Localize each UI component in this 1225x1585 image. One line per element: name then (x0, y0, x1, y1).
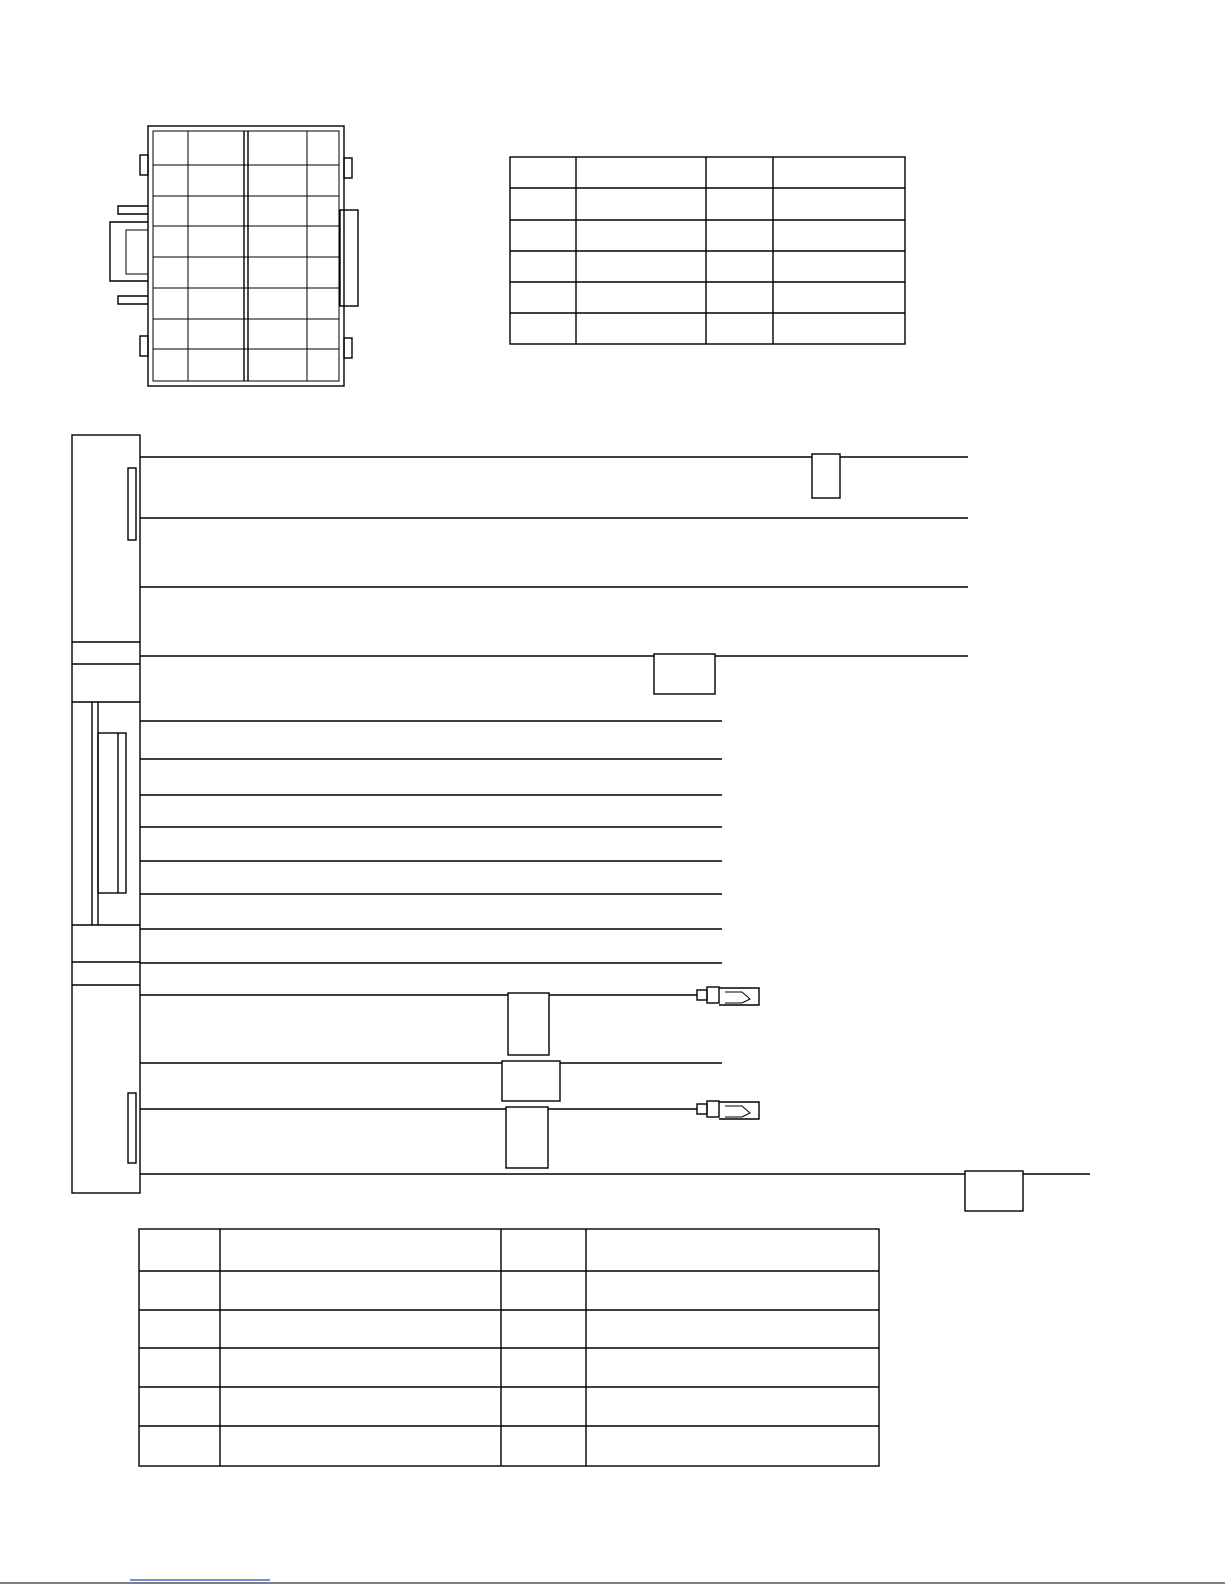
connector-pin-rows (153, 165, 339, 349)
inline-module (965, 1171, 1023, 1211)
pin-table-bottom (139, 1229, 879, 1466)
pin-table-top (510, 157, 905, 344)
connector-face (110, 126, 358, 386)
harness-wires (140, 457, 1090, 1174)
terminal-connector (697, 1101, 759, 1119)
inline-module (506, 1107, 548, 1168)
inline-components (502, 454, 1023, 1211)
inline-module (502, 1061, 560, 1101)
inline-module (654, 654, 715, 694)
harness-connector-body (72, 435, 140, 1193)
inline-fuse (812, 454, 840, 498)
page-footer (0, 1580, 1225, 1583)
terminal-connector (697, 987, 759, 1005)
inline-module (508, 993, 549, 1055)
